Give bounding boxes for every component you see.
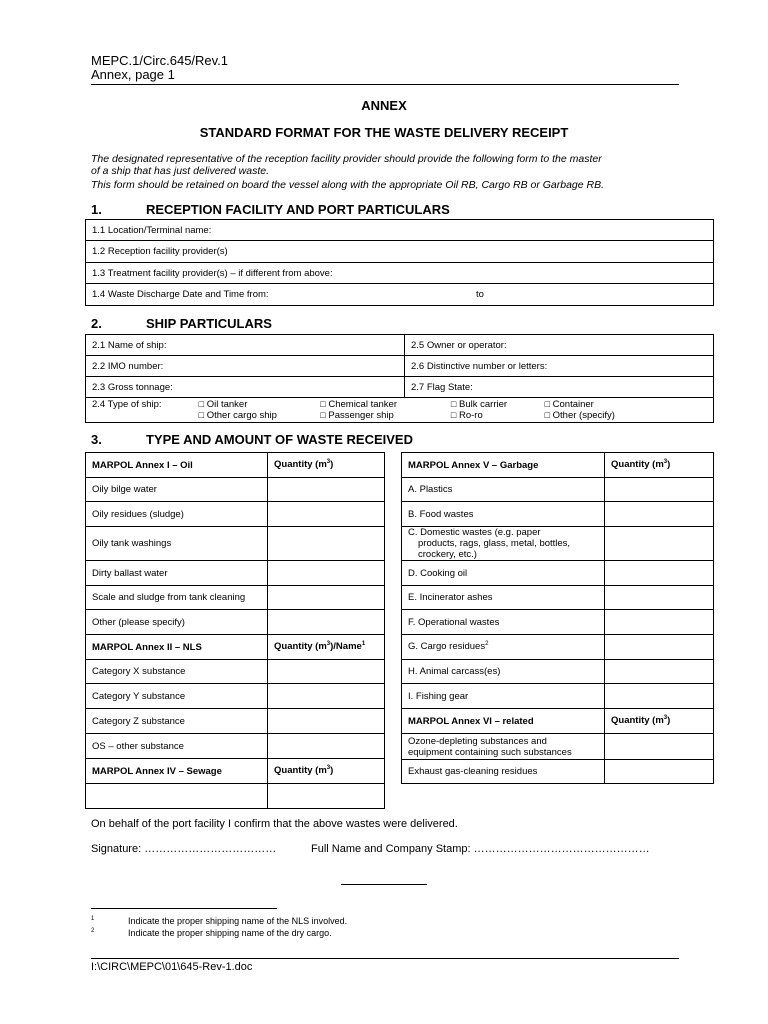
footnote-rule (91, 908, 277, 909)
section-1-title: RECEPTION FACILITY AND PORT PARTICULARS (146, 202, 450, 217)
separator-rule (341, 884, 427, 885)
category-x-label: Category X substance (86, 660, 268, 684)
bulk-carrier-checkbox[interactable]: □ Bulk carrier (450, 399, 508, 410)
discharge-to-label: to (476, 289, 484, 300)
sewage-field[interactable] (86, 784, 268, 809)
cooking-oil-qty[interactable] (605, 561, 714, 586)
reception-provider-field[interactable]: 1.2 Reception facility provider(s) (86, 241, 714, 263)
food-wastes-qty[interactable] (605, 502, 714, 527)
oily-residues-qty[interactable] (268, 502, 385, 527)
footnote-1-text: Indicate the proper shipping name of the NLS involved. (128, 916, 348, 926)
gross-tonnage-field[interactable]: 2.3 Gross tonnage: (86, 377, 405, 398)
oily-tank-washings-qty[interactable] (268, 527, 385, 561)
chemical-tanker-checkbox[interactable]: □ Chemical tanker (320, 399, 397, 410)
domestic-wastes-label: C. Domestic wastes (e.g. paper products, rags, glass, metal, bottles, crockery, etc.) (402, 527, 605, 561)
operational-wastes-qty[interactable] (605, 610, 714, 635)
section-2-heading (91, 316, 272, 331)
dirty-ballast-label: Dirty ballast water (86, 561, 268, 586)
plastics-qty[interactable] (605, 478, 714, 502)
category-z-label: Category Z substance (86, 709, 268, 734)
category-z-qty[interactable] (268, 709, 385, 734)
oily-bilge-water-qty[interactable] (268, 478, 385, 502)
annex5-header: MARPOL Annex V – Garbage (402, 453, 605, 478)
operational-wastes-label: F. Operational wastes (402, 610, 605, 635)
food-wastes-label: B. Food wastes (402, 502, 605, 527)
annex2-header: MARPOL Annex II – NLS (86, 635, 268, 660)
container-checkbox[interactable]: □ Container (544, 399, 594, 410)
signature-field[interactable]: Signature: ……………………………… (91, 843, 277, 855)
section-1-heading (91, 202, 450, 217)
section-3-heading (91, 432, 413, 447)
left-waste-table (85, 452, 385, 809)
page-label: Annex, page 1 (91, 67, 175, 82)
header-rule (91, 84, 679, 85)
right-waste-table (401, 452, 714, 784)
ship-name-field[interactable]: 2.1 Name of ship: (86, 335, 405, 356)
other-substance-qty[interactable] (268, 734, 385, 759)
oily-tank-washings-label: Oily tank washings (86, 527, 268, 561)
annex5-qty-header: Quantity $(m^3)$ (605, 453, 714, 478)
annex1-header: MARPOL Annex I – Oil (86, 453, 268, 478)
sewage-qty[interactable] (268, 784, 385, 809)
ship-type-row (86, 398, 714, 423)
passenger-ship-checkbox[interactable]: □ Passenger ship (320, 410, 394, 421)
other-substance-label: OS – other substance (86, 734, 268, 759)
incinerator-ashes-qty[interactable] (605, 586, 714, 610)
ship-type-col-3 (451, 399, 542, 421)
intro-line-3: This form should be retained on board the vessel along with the appropriate Oil RB, Cargo RB or Garbage RB. (91, 179, 605, 191)
fullname-stamp-field[interactable]: Full Name and Company Stamp: ………………………………………… (311, 843, 650, 855)
ship-type-col-4 (545, 399, 615, 421)
annex1-qty-header: Quantity $(m^3)$ (268, 453, 385, 478)
reception-facility-table (85, 219, 714, 306)
ship-particulars-table (85, 334, 714, 423)
ozone-depleting-label: Ozone-depleting substances and equipment containing such substances (402, 734, 605, 760)
location-terminal-field[interactable]: 1.1 Location/Terminal name: (86, 220, 714, 241)
annex6-qty-header: Quantity $(m^3)$ (605, 709, 714, 734)
annex1-other-qty[interactable] (268, 610, 385, 635)
ro-ro-checkbox[interactable]: □ Ro-ro (450, 410, 483, 421)
exhaust-gas-label: Exhaust gas-cleaning residues (402, 760, 605, 784)
plastics-label: A. Plastics (402, 478, 605, 502)
file-path: I:\CIRC\MEPC\01\645-Rev-1.doc (91, 961, 253, 973)
ship-type-label: 2.4 Type of ship: (92, 399, 162, 410)
domestic-wastes-qty[interactable] (605, 527, 714, 561)
section-2-number: 2. (91, 316, 102, 331)
owner-operator-field[interactable]: 2.5 Owner or operator: (405, 335, 714, 356)
oil-tanker-checkbox[interactable]: □ Oil tanker (198, 399, 248, 410)
footnote-1-number: 1 (91, 916, 95, 922)
fishing-gear-qty[interactable] (605, 684, 714, 709)
annex2-qty-header: Quantity $(m^3)/Name^1$ (268, 635, 385, 660)
annex-heading: ANNEX (361, 98, 407, 113)
oily-residues-label: Oily residues (sludge) (86, 502, 268, 527)
section-2-title: SHIP PARTICULARS (146, 316, 272, 331)
category-y-label: Category Y substance (86, 684, 268, 709)
section-1-number: 1. (91, 202, 102, 217)
cargo-residues-qty[interactable] (605, 635, 714, 660)
distinctive-number-field[interactable]: 2.6 Distinctive number or letters: (405, 356, 714, 377)
category-x-qty[interactable] (268, 660, 385, 684)
imo-number-field[interactable]: 2.2 IMO number: (86, 356, 405, 377)
confirmation-text: On behalf of the port facility I confirm that the above wastes were delivered. (91, 818, 458, 830)
page-title: STANDARD FORMAT FOR THE WASTE DELIVERY RECEIPT (199, 125, 569, 140)
section-3-title: TYPE AND AMOUNT OF WASTE RECEIVED (146, 432, 413, 447)
footer-rule (91, 958, 679, 959)
scale-sludge-label: Scale and sludge from tank cleaning (86, 586, 268, 610)
oily-bilge-water-label: Oily bilge water (86, 478, 268, 502)
footnote-2-number: 2 (91, 928, 95, 934)
doc-reference: MEPC.1/Circ.645/Rev.1 (91, 53, 229, 68)
incinerator-ashes-label: E. Incinerator ashes (402, 586, 605, 610)
other-cargo-ship-checkbox[interactable]: □ Other cargo ship (198, 410, 277, 421)
footnote-2 (91, 925, 332, 939)
annex4-qty-header: Quantity $(m^3)$ (268, 759, 385, 784)
scale-sludge-qty[interactable] (268, 586, 385, 610)
discharge-datetime-field[interactable] (86, 284, 714, 306)
dirty-ballast-qty[interactable] (268, 561, 385, 586)
exhaust-gas-qty[interactable] (605, 760, 714, 784)
animal-carcass-qty[interactable] (605, 660, 714, 684)
intro-line-2: of a ship that has just delivered waste. (91, 165, 270, 177)
other-specify-checkbox[interactable]: □ Other (specify) (544, 410, 615, 421)
annex1-other-label: Other (please specify) (86, 610, 268, 635)
fishing-gear-label: I. Fishing gear (402, 684, 605, 709)
ship-type-col-2 (320, 399, 448, 421)
annex4-header: MARPOL Annex IV – Sewage (86, 759, 268, 784)
ozone-depleting-qty[interactable] (605, 734, 714, 760)
footnote-2-text: Indicate the proper shipping name of the dry cargo. (128, 928, 332, 938)
annex6-header: MARPOL Annex VI – related (402, 709, 605, 734)
ship-type-col-1 (199, 399, 318, 421)
intro-line-1: The designated representative of the reception facility provider should provide the following form to the master (91, 153, 602, 165)
discharge-from-label: 1.4 Waste Discharge Date and Time from: (92, 289, 269, 300)
treatment-provider-field[interactable]: 1.3 Treatment facility provider(s) – if different from above: (86, 263, 714, 284)
flag-state-field[interactable]: 2.7 Flag State: (405, 377, 714, 398)
animal-carcass-label: H. Animal carcass(es) (402, 660, 605, 684)
section-3-number: 3. (91, 432, 102, 447)
cooking-oil-label: D. Cooking oil (402, 561, 605, 586)
category-y-qty[interactable] (268, 684, 385, 709)
cargo-residues-label: G. Cargo residues$^2$ (402, 635, 605, 660)
